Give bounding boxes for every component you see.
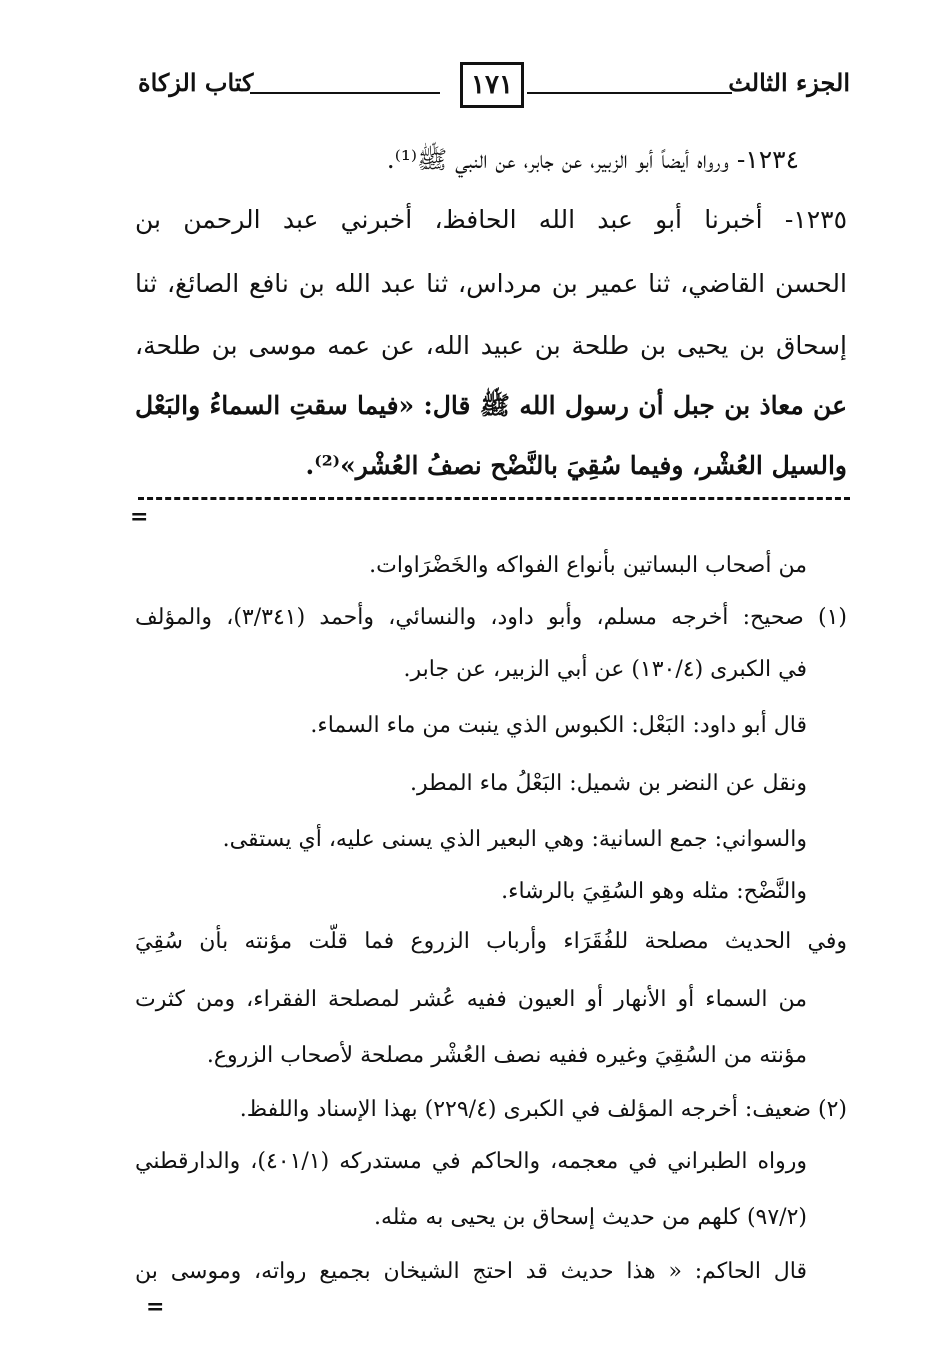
footnote-2-line-4: قال الحاكم: « هذا حديث قد احتج الشيخان بجميع رواته، وموسى بن bbox=[135, 1259, 807, 1284]
footnote-2-line-3: (٩٧/٢) كلهم من حديث إسحاق بن يحيى به مثله. bbox=[373, 1205, 807, 1230]
hadith-1234-line: ١٢٣٤- ورواه أيضاً أبو الزبير، عن جابر، عن النبي ﷺ⁽¹⁾. bbox=[386, 145, 799, 174]
page-number: ١٧١ bbox=[460, 62, 524, 108]
book-title: كتاب الزكاة bbox=[138, 68, 254, 97]
hadith-1235-line-5: والسيل العُشْر، وفيما سُقِيَ بالنَّضْح نصفُ العُشْر»⁽²⁾. bbox=[305, 451, 847, 480]
footnote-separator bbox=[138, 497, 850, 500]
footnote-2-line-2: ورواه الطبراني في معجمه، والحاكم في مستدركه (٤٠١/١)، والدارقطني bbox=[135, 1149, 807, 1174]
hadith-1235-line-1: ١٢٣٥- أخبرنا أبو عبد الله الحافظ، أخبرني عبد الرحمن بن bbox=[135, 205, 847, 234]
footnote-1-line-1: (١) صحيح: أخرجه مسلم، وأبو داود، والنسائي، وأحمد (٣/٣٤١)، والمؤلف bbox=[135, 605, 847, 630]
continuation-mark-top: = bbox=[130, 504, 149, 530]
footnote-1-line-6: والنَّضْح: مثله وهو السُقِيَ بالرشاء. bbox=[501, 879, 807, 904]
footnote-1-line-8: من السماء أو الأنهار أو العيون ففيه عُشر لمصلحة الفقراء، ومن كثرت bbox=[135, 987, 807, 1012]
page-header bbox=[138, 62, 850, 110]
footnote-1-line-9: مؤنته من السُقِيَ وغيره ففيه نصف العُشْر مصلحة لأصحاب الزروع. bbox=[206, 1043, 807, 1068]
footnote-1-line-5: والسواني: جمع السانية: وهي البعير الذي يسنى عليه، أي يستقى. bbox=[222, 827, 807, 852]
hadith-1235-line-2: الحسن القاضي، ثنا عمير بن مرداس، ثنا عبد الله بن نافع الصائغ، ثنا bbox=[135, 269, 847, 298]
volume-title: الجزء الثالث bbox=[728, 68, 850, 97]
hadith-1235-line-4: عن معاذ بن جبل أن رسول الله ﷺ قال: «فيما سقتِ السماءُ والبَعْل bbox=[135, 391, 847, 420]
footnote-1-line-2: في الكبرى (١٣٠/٤) عن أبي الزبير، عن جابر. bbox=[403, 657, 807, 682]
footnote-1-line-3: قال أبو داود: البَعْل: الكبوس الذي ينبت من ماء السماء. bbox=[310, 713, 807, 738]
footnote-1-line-4: ونقل عن النضر بن شميل: البَعْلُ ماء المطر. bbox=[409, 771, 807, 796]
header-rule-right bbox=[527, 92, 732, 94]
header-rule-left bbox=[250, 92, 440, 94]
continuation-mark-bottom: = bbox=[146, 1294, 165, 1320]
footnote-continuation: من أصحاب البساتين بأنواع الفواكه والخَضْرَاوات. bbox=[369, 553, 807, 578]
footnote-2-line-1: (٢) ضعيف: أخرجه المؤلف في الكبرى (٢٢٩/٤) بهذا الإسناد واللفظ. bbox=[239, 1097, 847, 1122]
hadith-1235-line-3: إسحاق بن يحيى بن طلحة بن عبيد الله، عن عمه موسى بن طلحة، bbox=[135, 331, 847, 360]
footnote-1-line-7: وفي الحديث مصلحة للفُقَرَاء وأرباب الزروع فما قلّت مؤنته بأن سُقِيَ bbox=[135, 929, 847, 954]
